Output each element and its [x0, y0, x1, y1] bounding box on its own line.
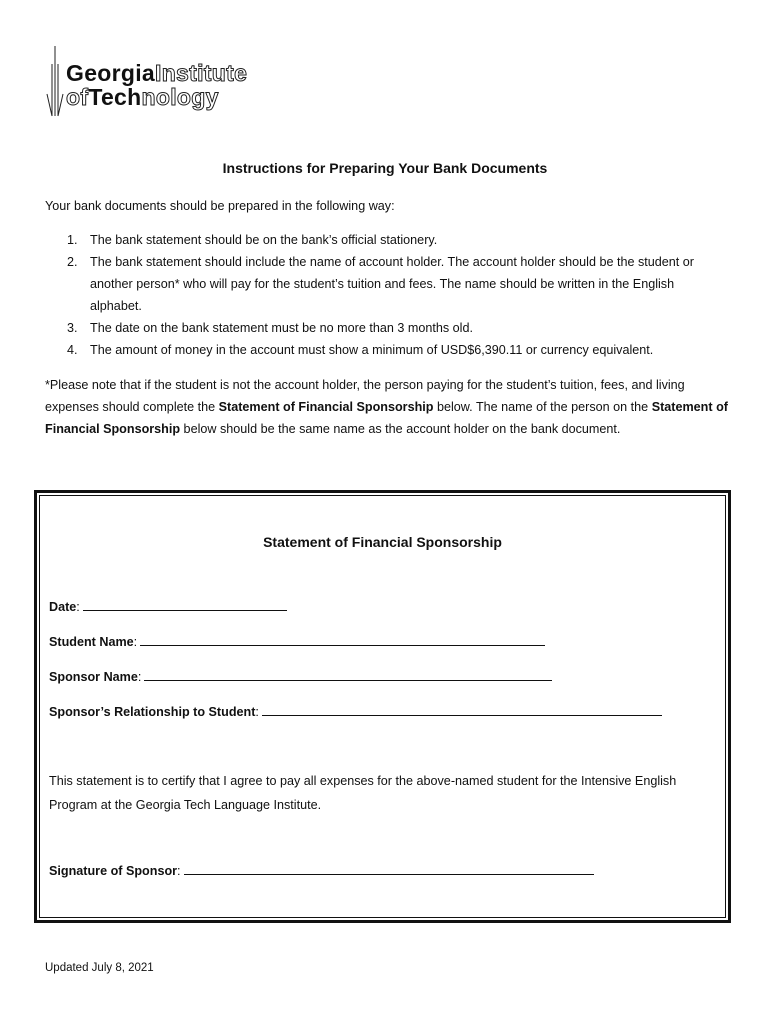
signature-colon: : — [177, 864, 181, 878]
note-text-1: *Please note that if the student is not the account holder, the person paying for the student’s tuition, fees, and living expenses should complete the — [45, 378, 685, 414]
list-item-number: 1. — [67, 233, 78, 247]
student-name-input-line[interactable] — [140, 635, 545, 646]
list-item-number: 4. — [67, 343, 78, 357]
list-item-number: 3. — [67, 321, 78, 335]
relationship-field[interactable] — [49, 705, 662, 719]
logo-nology: nology — [141, 84, 219, 110]
list-item — [45, 251, 725, 317]
certification-text: This statement is to certify that I agree to pay all expenses for the above-named student for the Intensive English Program at the Georgia Tech Language Institute. — [49, 774, 677, 812]
relationship-colon: : — [255, 705, 259, 719]
student-name-label: Student Name — [49, 635, 134, 649]
date-field[interactable] — [49, 600, 287, 614]
list-item — [45, 339, 725, 361]
signature-field[interactable] — [49, 864, 594, 878]
list-item — [45, 317, 725, 339]
note-text-3: below should be the same name as the account holder on the bank document. — [180, 422, 621, 436]
sponsor-name-label: Sponsor Name — [49, 670, 138, 684]
logo-of: of — [66, 84, 89, 110]
logo-line-2 — [66, 84, 219, 111]
sponsor-name-input-line[interactable] — [144, 670, 552, 681]
intro-text: Your bank documents should be prepared in the following way: — [45, 199, 395, 213]
instruction-list — [45, 229, 725, 361]
updated-date: Updated July 8, 2021 — [45, 962, 154, 974]
form-inner-border — [39, 495, 726, 918]
tower-mark-icon — [44, 44, 66, 120]
logo-line-1 — [66, 60, 247, 87]
sponsor-name-field[interactable] — [49, 670, 552, 684]
relationship-label: Sponsor’s Relationship to Student — [49, 705, 256, 719]
list-item-text: The bank statement should include the name of account holder. The account holder should be the student or another person* who will pay for the student’s tuition and fees. The name should be written in the English alphabet. — [90, 255, 694, 313]
sponsorship-form — [34, 490, 731, 923]
georgia-tech-logo — [44, 44, 344, 122]
signature-input-line[interactable] — [184, 864, 594, 875]
date-label: Date — [49, 600, 77, 614]
note-bold-2: Statement of Financial Sponsorship — [45, 400, 728, 436]
signature-label: Signature of Sponsor — [49, 864, 178, 878]
logo-institute: Institute — [155, 60, 248, 86]
relationship-input-line[interactable] — [262, 705, 662, 716]
form-title: Statement of Financial Sponsorship — [263, 534, 502, 550]
logo-georgia: Georgia — [66, 60, 156, 86]
list-item — [45, 229, 725, 251]
student-name-colon: : — [133, 635, 138, 649]
sponsor-note — [45, 374, 735, 440]
date-colon: : — [76, 600, 80, 614]
list-item-text: The date on the bank statement must be no more than 3 months old. — [90, 321, 473, 335]
list-item-text: The bank statement should be on the bank’s official stationery. — [90, 233, 438, 247]
page-title: Instructions for Preparing Your Bank Documents — [222, 160, 548, 176]
list-item-number: 2. — [67, 255, 78, 269]
student-name-field[interactable] — [49, 635, 545, 649]
date-input-line[interactable] — [83, 600, 287, 611]
note-text-2: below. The name of the person on the — [433, 400, 652, 414]
list-item-text: The amount of money in the account must show a minimum of USD$6,390.11 or currency equivalent. — [90, 343, 654, 357]
note-bold-1: Statement of Financial Sponsorship — [218, 400, 434, 414]
sponsor-name-colon: : — [137, 670, 142, 684]
logo-tech: Tech — [88, 84, 142, 110]
